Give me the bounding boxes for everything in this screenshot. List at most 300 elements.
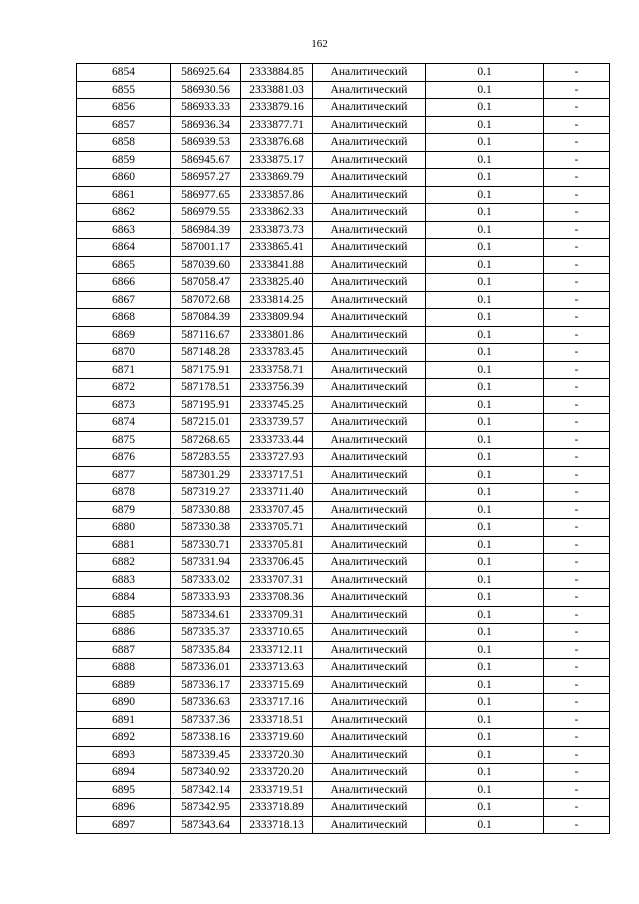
y-coordinate-cell: 2333707.45	[241, 501, 313, 519]
point-number-cell: 6880	[77, 519, 171, 537]
point-number-cell: 6861	[77, 186, 171, 204]
method-cell: Аналитический	[313, 624, 426, 642]
method-cell: Аналитический	[313, 99, 426, 117]
accuracy-cell: 0.1	[426, 116, 544, 134]
x-coordinate-cell: 586936.34	[171, 116, 241, 134]
method-cell: Аналитический	[313, 536, 426, 554]
point-number-cell: 6857	[77, 116, 171, 134]
x-coordinate-cell: 587333.02	[171, 571, 241, 589]
table-row	[77, 676, 610, 694]
y-coordinate-cell: 2333884.85	[241, 64, 313, 82]
x-coordinate-cell: 587336.01	[171, 659, 241, 677]
method-cell: Аналитический	[313, 764, 426, 782]
description-cell: -	[544, 484, 610, 502]
y-coordinate-cell: 2333712.11	[241, 641, 313, 659]
point-number-cell: 6860	[77, 169, 171, 187]
y-coordinate-cell: 2333809.94	[241, 309, 313, 327]
description-cell: -	[544, 221, 610, 239]
table-row	[77, 81, 610, 99]
point-number-cell: 6871	[77, 361, 171, 379]
x-coordinate-cell: 587338.16	[171, 729, 241, 747]
x-coordinate-cell: 586984.39	[171, 221, 241, 239]
point-number-cell: 6893	[77, 746, 171, 764]
x-coordinate-cell: 587072.68	[171, 291, 241, 309]
description-cell: -	[544, 274, 610, 292]
y-coordinate-cell: 2333825.40	[241, 274, 313, 292]
point-number-cell: 6881	[77, 536, 171, 554]
y-coordinate-cell: 2333717.16	[241, 694, 313, 712]
table-row	[77, 291, 610, 309]
method-cell: Аналитический	[313, 449, 426, 467]
point-number-cell: 6891	[77, 711, 171, 729]
table-row	[77, 449, 610, 467]
point-number-cell: 6894	[77, 764, 171, 782]
description-cell: -	[544, 676, 610, 694]
table-row	[77, 414, 610, 432]
x-coordinate-cell: 587178.51	[171, 379, 241, 397]
x-coordinate-cell: 587334.61	[171, 606, 241, 624]
method-cell: Аналитический	[313, 274, 426, 292]
table-row	[77, 221, 610, 239]
x-coordinate-cell: 587283.55	[171, 449, 241, 467]
method-cell: Аналитический	[313, 344, 426, 362]
table-row	[77, 134, 610, 152]
table-row	[77, 799, 610, 817]
point-number-cell: 6886	[77, 624, 171, 642]
accuracy-cell: 0.1	[426, 326, 544, 344]
x-coordinate-cell: 587335.84	[171, 641, 241, 659]
point-number-cell: 6896	[77, 799, 171, 817]
description-cell: -	[544, 396, 610, 414]
table-row	[77, 659, 610, 677]
method-cell: Аналитический	[313, 746, 426, 764]
accuracy-cell: 0.1	[426, 204, 544, 222]
x-coordinate-cell: 587330.71	[171, 536, 241, 554]
accuracy-cell: 0.1	[426, 589, 544, 607]
accuracy-cell: 0.1	[426, 151, 544, 169]
description-cell: -	[544, 344, 610, 362]
x-coordinate-cell: 587116.67	[171, 326, 241, 344]
point-number-cell: 6878	[77, 484, 171, 502]
accuracy-cell: 0.1	[426, 291, 544, 309]
method-cell: Аналитический	[313, 554, 426, 572]
x-coordinate-cell: 586979.55	[171, 204, 241, 222]
method-cell: Аналитический	[313, 186, 426, 204]
accuracy-cell: 0.1	[426, 606, 544, 624]
description-cell: -	[544, 571, 610, 589]
x-coordinate-cell: 587215.01	[171, 414, 241, 432]
point-number-cell: 6885	[77, 606, 171, 624]
point-number-cell: 6884	[77, 589, 171, 607]
point-number-cell: 6873	[77, 396, 171, 414]
table-row	[77, 816, 610, 834]
table-row	[77, 186, 610, 204]
table-row	[77, 64, 610, 82]
description-cell: -	[544, 589, 610, 607]
table-row	[77, 764, 610, 782]
description-cell: -	[544, 81, 610, 99]
x-coordinate-cell: 587039.60	[171, 256, 241, 274]
accuracy-cell: 0.1	[426, 571, 544, 589]
method-cell: Аналитический	[313, 169, 426, 187]
x-coordinate-cell: 587148.28	[171, 344, 241, 362]
point-number-cell: 6889	[77, 676, 171, 694]
y-coordinate-cell: 2333739.57	[241, 414, 313, 432]
description-cell: -	[544, 151, 610, 169]
point-number-cell: 6868	[77, 309, 171, 327]
method-cell: Аналитический	[313, 221, 426, 239]
x-coordinate-cell: 587343.64	[171, 816, 241, 834]
description-cell: -	[544, 116, 610, 134]
method-cell: Аналитический	[313, 816, 426, 834]
y-coordinate-cell: 2333720.20	[241, 764, 313, 782]
accuracy-cell: 0.1	[426, 799, 544, 817]
x-coordinate-cell: 587342.14	[171, 781, 241, 799]
table-row	[77, 519, 610, 537]
point-number-cell: 6890	[77, 694, 171, 712]
description-cell: -	[544, 239, 610, 257]
y-coordinate-cell: 2333706.45	[241, 554, 313, 572]
table-row	[77, 589, 610, 607]
description-cell: -	[544, 711, 610, 729]
accuracy-cell: 0.1	[426, 729, 544, 747]
accuracy-cell: 0.1	[426, 256, 544, 274]
y-coordinate-cell: 2333801.86	[241, 326, 313, 344]
accuracy-cell: 0.1	[426, 134, 544, 152]
y-coordinate-cell: 2333876.68	[241, 134, 313, 152]
accuracy-cell: 0.1	[426, 466, 544, 484]
description-cell: -	[544, 659, 610, 677]
point-number-cell: 6866	[77, 274, 171, 292]
table-row	[77, 256, 610, 274]
table-row	[77, 99, 610, 117]
point-number-cell: 6856	[77, 99, 171, 117]
point-number-cell: 6870	[77, 344, 171, 362]
accuracy-cell: 0.1	[426, 764, 544, 782]
accuracy-cell: 0.1	[426, 746, 544, 764]
table-row	[77, 396, 610, 414]
description-cell: -	[544, 816, 610, 834]
accuracy-cell: 0.1	[426, 99, 544, 117]
description-cell: -	[544, 536, 610, 554]
x-coordinate-cell: 587336.63	[171, 694, 241, 712]
description-cell: -	[544, 169, 610, 187]
y-coordinate-cell: 2333873.73	[241, 221, 313, 239]
method-cell: Аналитический	[313, 81, 426, 99]
y-coordinate-cell: 2333814.25	[241, 291, 313, 309]
point-number-cell: 6888	[77, 659, 171, 677]
y-coordinate-cell: 2333783.45	[241, 344, 313, 362]
description-cell: -	[544, 519, 610, 537]
y-coordinate-cell: 2333715.69	[241, 676, 313, 694]
y-coordinate-cell: 2333705.71	[241, 519, 313, 537]
point-number-cell: 6882	[77, 554, 171, 572]
method-cell: Аналитический	[313, 659, 426, 677]
accuracy-cell: 0.1	[426, 186, 544, 204]
description-cell: -	[544, 256, 610, 274]
y-coordinate-cell: 2333717.51	[241, 466, 313, 484]
point-number-cell: 6865	[77, 256, 171, 274]
point-number-cell: 6862	[77, 204, 171, 222]
table-row	[77, 624, 610, 642]
method-cell: Аналитический	[313, 729, 426, 747]
accuracy-cell: 0.1	[426, 484, 544, 502]
description-cell: -	[544, 309, 610, 327]
x-coordinate-cell: 587339.45	[171, 746, 241, 764]
table-row	[77, 606, 610, 624]
x-coordinate-cell: 587331.94	[171, 554, 241, 572]
y-coordinate-cell: 2333719.51	[241, 781, 313, 799]
method-cell: Аналитический	[313, 309, 426, 327]
method-cell: Аналитический	[313, 361, 426, 379]
y-coordinate-cell: 2333881.03	[241, 81, 313, 99]
point-number-cell: 6879	[77, 501, 171, 519]
method-cell: Аналитический	[313, 326, 426, 344]
point-number-cell: 6897	[77, 816, 171, 834]
point-number-cell: 6876	[77, 449, 171, 467]
point-number-cell: 6887	[77, 641, 171, 659]
accuracy-cell: 0.1	[426, 641, 544, 659]
point-number-cell: 6883	[77, 571, 171, 589]
description-cell: -	[544, 501, 610, 519]
method-cell: Аналитический	[313, 64, 426, 82]
table-row	[77, 536, 610, 554]
method-cell: Аналитический	[313, 256, 426, 274]
x-coordinate-cell: 587330.88	[171, 501, 241, 519]
accuracy-cell: 0.1	[426, 711, 544, 729]
table-row	[77, 781, 610, 799]
description-cell: -	[544, 799, 610, 817]
method-cell: Аналитический	[313, 589, 426, 607]
accuracy-cell: 0.1	[426, 81, 544, 99]
accuracy-cell: 0.1	[426, 396, 544, 414]
y-coordinate-cell: 2333875.17	[241, 151, 313, 169]
table-row	[77, 274, 610, 292]
description-cell: -	[544, 379, 610, 397]
x-coordinate-cell: 587336.17	[171, 676, 241, 694]
accuracy-cell: 0.1	[426, 536, 544, 554]
method-cell: Аналитический	[313, 204, 426, 222]
accuracy-cell: 0.1	[426, 274, 544, 292]
method-cell: Аналитический	[313, 781, 426, 799]
page-number: 162	[311, 38, 328, 50]
table-row	[77, 554, 610, 572]
accuracy-cell: 0.1	[426, 414, 544, 432]
accuracy-cell: 0.1	[426, 169, 544, 187]
table-row	[77, 361, 610, 379]
table-row	[77, 501, 610, 519]
y-coordinate-cell: 2333745.25	[241, 396, 313, 414]
x-coordinate-cell: 587319.27	[171, 484, 241, 502]
y-coordinate-cell: 2333758.71	[241, 361, 313, 379]
x-coordinate-cell: 587084.39	[171, 309, 241, 327]
y-coordinate-cell: 2333718.13	[241, 816, 313, 834]
accuracy-cell: 0.1	[426, 309, 544, 327]
point-number-cell: 6864	[77, 239, 171, 257]
x-coordinate-cell: 587330.38	[171, 519, 241, 537]
accuracy-cell: 0.1	[426, 501, 544, 519]
description-cell: -	[544, 414, 610, 432]
y-coordinate-cell: 2333862.33	[241, 204, 313, 222]
description-cell: -	[544, 694, 610, 712]
x-coordinate-cell: 587058.47	[171, 274, 241, 292]
accuracy-cell: 0.1	[426, 239, 544, 257]
method-cell: Аналитический	[313, 519, 426, 537]
description-cell: -	[544, 186, 610, 204]
method-cell: Аналитический	[313, 694, 426, 712]
accuracy-cell: 0.1	[426, 781, 544, 799]
accuracy-cell: 0.1	[426, 64, 544, 82]
method-cell: Аналитический	[313, 116, 426, 134]
table-row	[77, 239, 610, 257]
accuracy-cell: 0.1	[426, 519, 544, 537]
method-cell: Аналитический	[313, 151, 426, 169]
accuracy-cell: 0.1	[426, 379, 544, 397]
description-cell: -	[544, 361, 610, 379]
y-coordinate-cell: 2333869.79	[241, 169, 313, 187]
x-coordinate-cell: 586977.65	[171, 186, 241, 204]
point-number-cell: 6872	[77, 379, 171, 397]
description-cell: -	[544, 746, 610, 764]
table-row	[77, 431, 610, 449]
table-row	[77, 204, 610, 222]
coordinates-table	[76, 63, 610, 834]
accuracy-cell: 0.1	[426, 431, 544, 449]
description-cell: -	[544, 781, 610, 799]
description-cell: -	[544, 624, 610, 642]
x-coordinate-cell: 586945.67	[171, 151, 241, 169]
y-coordinate-cell: 2333727.93	[241, 449, 313, 467]
table-row	[77, 326, 610, 344]
y-coordinate-cell: 2333710.65	[241, 624, 313, 642]
method-cell: Аналитический	[313, 484, 426, 502]
description-cell: -	[544, 729, 610, 747]
method-cell: Аналитический	[313, 641, 426, 659]
point-number-cell: 6858	[77, 134, 171, 152]
accuracy-cell: 0.1	[426, 554, 544, 572]
method-cell: Аналитический	[313, 379, 426, 397]
method-cell: Аналитический	[313, 396, 426, 414]
table-body	[77, 64, 610, 834]
description-cell: -	[544, 291, 610, 309]
y-coordinate-cell: 2333711.40	[241, 484, 313, 502]
x-coordinate-cell: 586930.56	[171, 81, 241, 99]
x-coordinate-cell: 587195.91	[171, 396, 241, 414]
x-coordinate-cell: 587175.91	[171, 361, 241, 379]
y-coordinate-cell: 2333705.81	[241, 536, 313, 554]
table-row	[77, 116, 610, 134]
y-coordinate-cell: 2333719.60	[241, 729, 313, 747]
accuracy-cell: 0.1	[426, 361, 544, 379]
x-coordinate-cell: 587001.17	[171, 239, 241, 257]
point-number-cell: 6877	[77, 466, 171, 484]
table-row	[77, 151, 610, 169]
table-row	[77, 169, 610, 187]
description-cell: -	[544, 326, 610, 344]
method-cell: Аналитический	[313, 501, 426, 519]
x-coordinate-cell: 587337.36	[171, 711, 241, 729]
point-number-cell: 6863	[77, 221, 171, 239]
y-coordinate-cell: 2333718.89	[241, 799, 313, 817]
x-coordinate-cell: 587333.93	[171, 589, 241, 607]
method-cell: Аналитический	[313, 711, 426, 729]
method-cell: Аналитический	[313, 239, 426, 257]
description-cell: -	[544, 606, 610, 624]
accuracy-cell: 0.1	[426, 344, 544, 362]
description-cell: -	[544, 554, 610, 572]
table-row	[77, 746, 610, 764]
x-coordinate-cell: 587301.29	[171, 466, 241, 484]
description-cell: -	[544, 466, 610, 484]
table-row	[77, 344, 610, 362]
description-cell: -	[544, 641, 610, 659]
description-cell: -	[544, 449, 610, 467]
method-cell: Аналитический	[313, 606, 426, 624]
method-cell: Аналитический	[313, 291, 426, 309]
method-cell: Аналитический	[313, 466, 426, 484]
point-number-cell: 6867	[77, 291, 171, 309]
table-row	[77, 466, 610, 484]
table-row	[77, 711, 610, 729]
description-cell: -	[544, 764, 610, 782]
x-coordinate-cell: 587268.65	[171, 431, 241, 449]
accuracy-cell: 0.1	[426, 449, 544, 467]
accuracy-cell: 0.1	[426, 694, 544, 712]
method-cell: Аналитический	[313, 431, 426, 449]
point-number-cell: 6859	[77, 151, 171, 169]
point-number-cell: 6875	[77, 431, 171, 449]
description-cell: -	[544, 64, 610, 82]
method-cell: Аналитический	[313, 414, 426, 432]
method-cell: Аналитический	[313, 134, 426, 152]
point-number-cell: 6874	[77, 414, 171, 432]
description-cell: -	[544, 99, 610, 117]
x-coordinate-cell: 586933.33	[171, 99, 241, 117]
y-coordinate-cell: 2333708.36	[241, 589, 313, 607]
description-cell: -	[544, 134, 610, 152]
x-coordinate-cell: 587335.37	[171, 624, 241, 642]
y-coordinate-cell: 2333841.88	[241, 256, 313, 274]
y-coordinate-cell: 2333713.63	[241, 659, 313, 677]
y-coordinate-cell: 2333709.31	[241, 606, 313, 624]
table-row	[77, 694, 610, 712]
y-coordinate-cell: 2333718.51	[241, 711, 313, 729]
x-coordinate-cell: 586925.64	[171, 64, 241, 82]
y-coordinate-cell: 2333720.30	[241, 746, 313, 764]
table-row	[77, 729, 610, 747]
accuracy-cell: 0.1	[426, 624, 544, 642]
x-coordinate-cell: 587340.92	[171, 764, 241, 782]
y-coordinate-cell: 2333756.39	[241, 379, 313, 397]
table-row	[77, 641, 610, 659]
y-coordinate-cell: 2333733.44	[241, 431, 313, 449]
point-number-cell: 6895	[77, 781, 171, 799]
method-cell: Аналитический	[313, 799, 426, 817]
table-row	[77, 571, 610, 589]
method-cell: Аналитический	[313, 571, 426, 589]
y-coordinate-cell: 2333865.41	[241, 239, 313, 257]
accuracy-cell: 0.1	[426, 676, 544, 694]
y-coordinate-cell: 2333857.86	[241, 186, 313, 204]
table-row	[77, 484, 610, 502]
accuracy-cell: 0.1	[426, 221, 544, 239]
y-coordinate-cell: 2333877.71	[241, 116, 313, 134]
description-cell: -	[544, 431, 610, 449]
table-row	[77, 309, 610, 327]
point-number-cell: 6855	[77, 81, 171, 99]
accuracy-cell: 0.1	[426, 816, 544, 834]
point-number-cell: 6869	[77, 326, 171, 344]
